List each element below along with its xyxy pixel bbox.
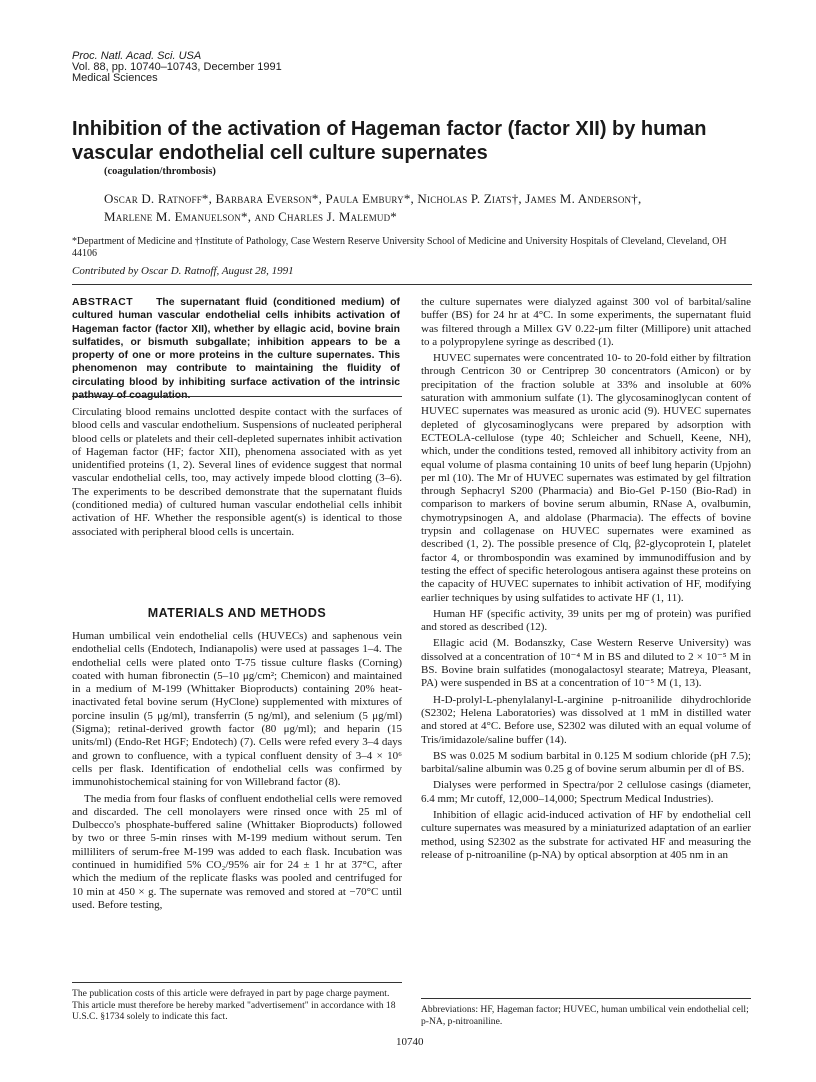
- page-number: 10740: [396, 1036, 424, 1048]
- paragraph: Human umbilical vein endothelial cells (HUVECs) and saphenous vein endothelial cells (Endotech, Indianapolis) were used at passages 1–4. The endothelial cells were plated onto T-75 tissue culture flasks (Corning) coated with human fibronectin (5–10 μg/cm²; Chemicon) and maintained in a medium of M-199 (Whittaker Bioproducts) containing 20% heat-inactivated fetal bovine serum (HyClone) supplemented with mixtures of porcine insulin (5 μg/ml), transferrin (5 ng/ml), and selenium (5 μg/ml) (Sigma); retinal-derived growth factor (80 μg/ml); and heparin (15 units/ml) (Endo-Ret HGF; Endotech) (7). Cells were refed every 3–4 days and grown to confluence, with a typical confluent density of 3–4 × 10⁶ cells per flask. Identification of endothelial cells was confirmed by immunohistochemical staining for von Willebrand factor (8).: [72, 630, 402, 789]
- header-rule: [72, 284, 752, 285]
- affiliation: *Department of Medicine and †Institute of Pathology, Case Western Reserve University School of Medicine and University Hospitals of Cleveland, Cleveland, OH 44106: [72, 236, 727, 259]
- footnote-rule-right: [421, 998, 751, 999]
- volume-info: Vol. 88, pp. 10740–10743, December 1991: [72, 61, 282, 73]
- keywords: (coagulation/thrombosis): [104, 166, 216, 177]
- journal-name: Proc. Natl. Acad. Sci. USA: [72, 50, 202, 62]
- introduction: [72, 406, 402, 542]
- paragraph: Ellagic acid (M. Bodanszky, Case Western Reserve University) was dissolved at a concentration of 10⁻⁴ M in BS and diluted to 2 × 10⁻⁵ M in BS. Bovine brain sulfatides (monogalactosyl stearate; Matreya, Pleasant, PA) were suspended in BS at a concentration of 10⁻⁵ M (1, 13).: [421, 637, 751, 690]
- intro-paragraph: Circulating blood remains unclotted despite contact with the surfaces of blood cells and vascular endothelium. Suspensions of nucleated peripheral blood cells or platelets and their cell-depleted supernates inhibit activation of Hageman factor (HF; factor XII), phenomena associated with as yet unidentified proteins (1, 2). Several lines of evidence suggest that normal vascular endothelial cells, too, may actively impede blood clotting (3–6). The experiments to be described demonstrate that the supernatant fluids (conditioned media) of cultured human vascular endothelial cells inhibit activation of HF. Whether the responsible agent(s) is identical to those associated with peripheral blood cells is uncertain.: [72, 406, 402, 538]
- paragraph: BS was 0.025 M sodium barbital in 0.125 M sodium chloride (pH 7.5); barbital/saline albumin was 0.25 g of bovine serum albumin per dl of BS.: [421, 749, 751, 776]
- right-column: [421, 296, 751, 865]
- paragraph: Dialyses were performed in Spectra/por 2 cellulose casings (diameter, 6.4 mm; Mr cutoff, 12,000–14,000; Spectrum Medical Industries).: [421, 779, 751, 805]
- paragraph: HUVEC supernates were concentrated 10- to 20-fold either by filtration through Centricon 30 or Centriprep 30 concentrators (Amicon) or by precipitation of the fraction soluble at 33% and insoluble at 60% saturation with ammonium sulfate (1). The glycosaminoglycan content of HUVEC supernates was measured as uronic acid (9). HUVEC supernates depleted of glycosaminoglycans were prepared by adsorption with ECTEOLA-cellulose (type 40; Schleicher and Schuell, Keene, NH), which, under the conditions tested, removed all inhibitory activity from an equal volume of plasma containing 10 units of beef lung heparin (Upjohn) per ml (10). The Mr of HUVEC supernates was estimated by gel filtration through Sephacryl S200 (Pharmacia) and Bio-Gel P-150 (Bio-Rad) in comparison to markers of bovine serum albumin, RNase A, ovalbumin, chymotrypsinogen A, and aldolase (Pharmacia). The effects of bovine trypsin and collagenase on HUVEC supernates were examined as described (1, 2). The possible presence of Clq, β2-glycoprotein I, platelet factor 4, or thrombospondin was examined by immunodiffusion and by testing the effect of specific heterologous antisera against these proteins on the capacity of HUVEC supernates to inhibit activation of HF, modifying earlier techniques by using sulfatides to activate HF (1, 11).: [421, 352, 751, 604]
- paragraph: the culture supernates were dialyzed against 300 vol of barbital/saline buffer (BS) for 24 hr at 4°C. In some experiments, the supernatant fluid was filtered through a Millex GV 0.22-μm filter (Millipore) unit attached to a polypropylene syringe as described (1).: [421, 296, 751, 348]
- section-name: Medical Sciences: [72, 72, 158, 84]
- footnote-rule-left: [72, 982, 402, 983]
- abstract-label: ABSTRACT: [72, 297, 134, 308]
- paragraph: The media from four flasks of confluent endothelial cells were removed and discarded. The cell monolayers were rinsed once with 25 ml of Dulbecco's phosphate-buffered saline (Whittaker Bioproducts) followed by two or three 5-min rinses with M-199 medium without serum. Ten milliliters of serum-free M-199 was added to each flask. Incubation was continued in humidified 5% CO₂/95% air for 24 ± 1 hr at 37°C, after which the medium of the replicate flasks was pooled and centrifuged for 10 min at 450 × g. The supernate was removed and stored at −70°C until used. Before testing,: [72, 792, 402, 911]
- footnote-abbreviations: Abbreviations: HF, Hageman factor; HUVEC, human umbilical vein endothelial cell; p-NA, p-nitroaniline.: [421, 1004, 749, 1027]
- journal-header: [72, 51, 282, 84]
- article-title: Inhibition of the activation of Hageman factor (factor XII) by human vascular endothelial cell culture supernates: [72, 118, 707, 164]
- abstract-text: The supernatant fluid (conditioned medium) of cultured human vascular endothelial cells inhibits activation of Hageman factor (factor XII), whether by ellagic acid, bovine brain sulfatides, or bismuth subgallate; inhibition appears to be a property of one or more proteins in the culture supernates. This phenomenon may contribute to maintaining the fluidity of circulating blood by inhibiting surface activation of the intrinsic: [72, 297, 400, 388]
- footnote-publication-costs: The publication costs of this article were defrayed in part by page charge payment. This article must therefore be hereby marked "advertisement" in accordance with 18 U.S.C. §1734 solely to indicate this fact.: [72, 988, 396, 1022]
- left-column-methods: [72, 630, 402, 915]
- abstract: [72, 296, 400, 402]
- paragraph: Human HF (specific activity, 39 units per mg of protein) was purified and stored as described (12).: [421, 607, 751, 634]
- paragraph: H-D-prolyl-L-phenylalanyl-L-arginine p-nitroanilide dihydrochloride (S2302; Helena Laboratories) was dissolved at 1 mM in distilled water and stored at 4°C. Before use, S2302 was diluted with an equal volume of Tris/imidazole/saline buffer (14).: [421, 693, 751, 746]
- authors-line-1: Oscar D. Ratnoff*, Barbara Everson*, Paula Embury*, Nicholas P. Ziats†, James M. Anderson†,: [104, 191, 642, 206]
- contributed-by: Contributed by Oscar D. Ratnoff, August 28, 1991: [72, 265, 294, 277]
- authors: [104, 190, 754, 226]
- abstract-rule: [72, 396, 402, 397]
- paragraph: Inhibition of ellagic acid-induced activation of HF by endothelial cell culture supernates was measured by a miniaturized adaptation of an earlier method, using S2302 as the substrate for activated HF and measuring the release of p-nitroaniline (p-NA) by optical absorption at 405 nm in an: [421, 808, 751, 861]
- section-heading-methods: MATERIALS AND METHODS: [147, 606, 327, 620]
- authors-line-2: Marlene M. Emanuelson*, and Charles J. Malemud*: [104, 209, 397, 224]
